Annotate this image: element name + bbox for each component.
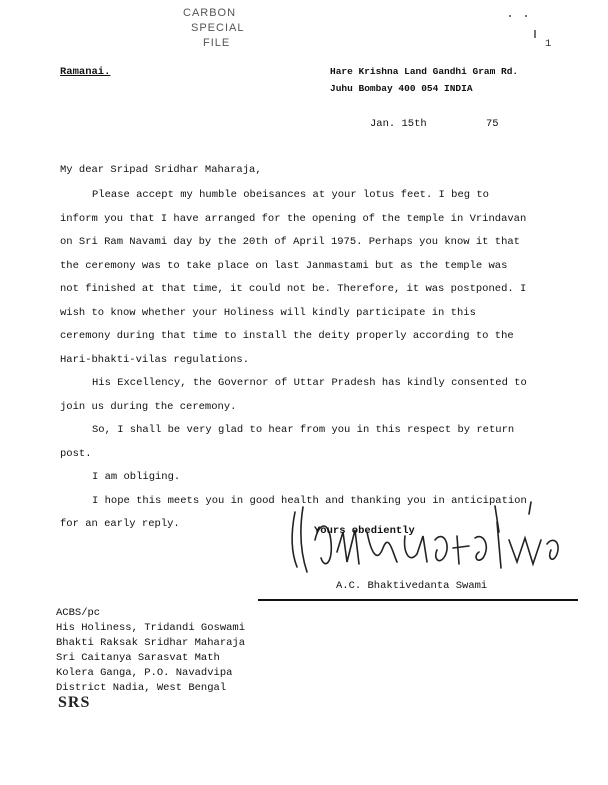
corner-tick-marks	[505, 12, 545, 42]
paragraph-1: Please accept my humble obeisances at your lotus feet. I beg to inform you that I have arranged for the opening of the temple in Vrindavan on Sri Ram Navami day by the 20th of April 1975. Perhaps you know it that the ceremony was to take place on last Janmastami but as the temple was not finished at that time, it could not be. Therefore, it was postponed. I wish to know whether your Holiness will kindly participate in this ceremony during that time to install the deity properly according to the Hari-bhakti-vilas regulations.	[60, 189, 527, 366]
letter-body	[60, 184, 530, 537]
signature-rule	[258, 599, 578, 601]
signature-name: A.C. Bhaktivedanta Swami	[336, 580, 488, 592]
paragraph-3: So, I shall be very glad to hear from you in this respect by return post.	[60, 424, 515, 460]
footer-mark: SRS	[58, 694, 91, 711]
stamp-line-2: SPECIAL	[191, 22, 245, 34]
closing: Yours obediently	[314, 525, 415, 537]
paragraph-4: I am obliging.	[92, 471, 181, 483]
recipient-line-1: His Holiness, Tridandi Goswami	[56, 622, 246, 634]
paragraph-5: I hope this meets you in good health and thanking you in anticipation for an early reply.	[60, 494, 527, 530]
recipient-line-5: District Nadia, West Bengal	[56, 682, 227, 694]
salutation: My dear Sripad Sridhar Maharaja,	[60, 164, 262, 176]
corner-mark: 1	[545, 38, 552, 50]
recipient-line-4: Kolera Ganga, P.O. Navadvipa	[56, 667, 233, 679]
address-line-1: Hare Krishna Land Gandhi Gram Rd.	[330, 66, 519, 77]
recipient-line-2: Bhakti Raksak Sridhar Maharaja	[56, 637, 246, 649]
paragraph-2: His Excellency, the Governor of Uttar Pradesh has kindly consented to join us during the ceremony.	[60, 377, 527, 413]
carbon-stamp	[183, 6, 244, 51]
address-line-2: Juhu Bombay 400 054 INDIA	[330, 83, 473, 94]
date-month-day: Jan. 15th	[370, 118, 427, 130]
recipient-block	[56, 621, 245, 696]
stamp-line-3: FILE	[203, 37, 231, 49]
stamp-line-1: CARBON	[183, 7, 237, 19]
handwritten-signature	[285, 492, 585, 582]
recipient-line-3: Sri Caitanya Sarasvat Math	[56, 652, 220, 664]
date-year: 75	[486, 118, 499, 130]
initials: ACBS/pc	[56, 607, 101, 619]
sender-left: Ramanai.	[60, 66, 111, 78]
